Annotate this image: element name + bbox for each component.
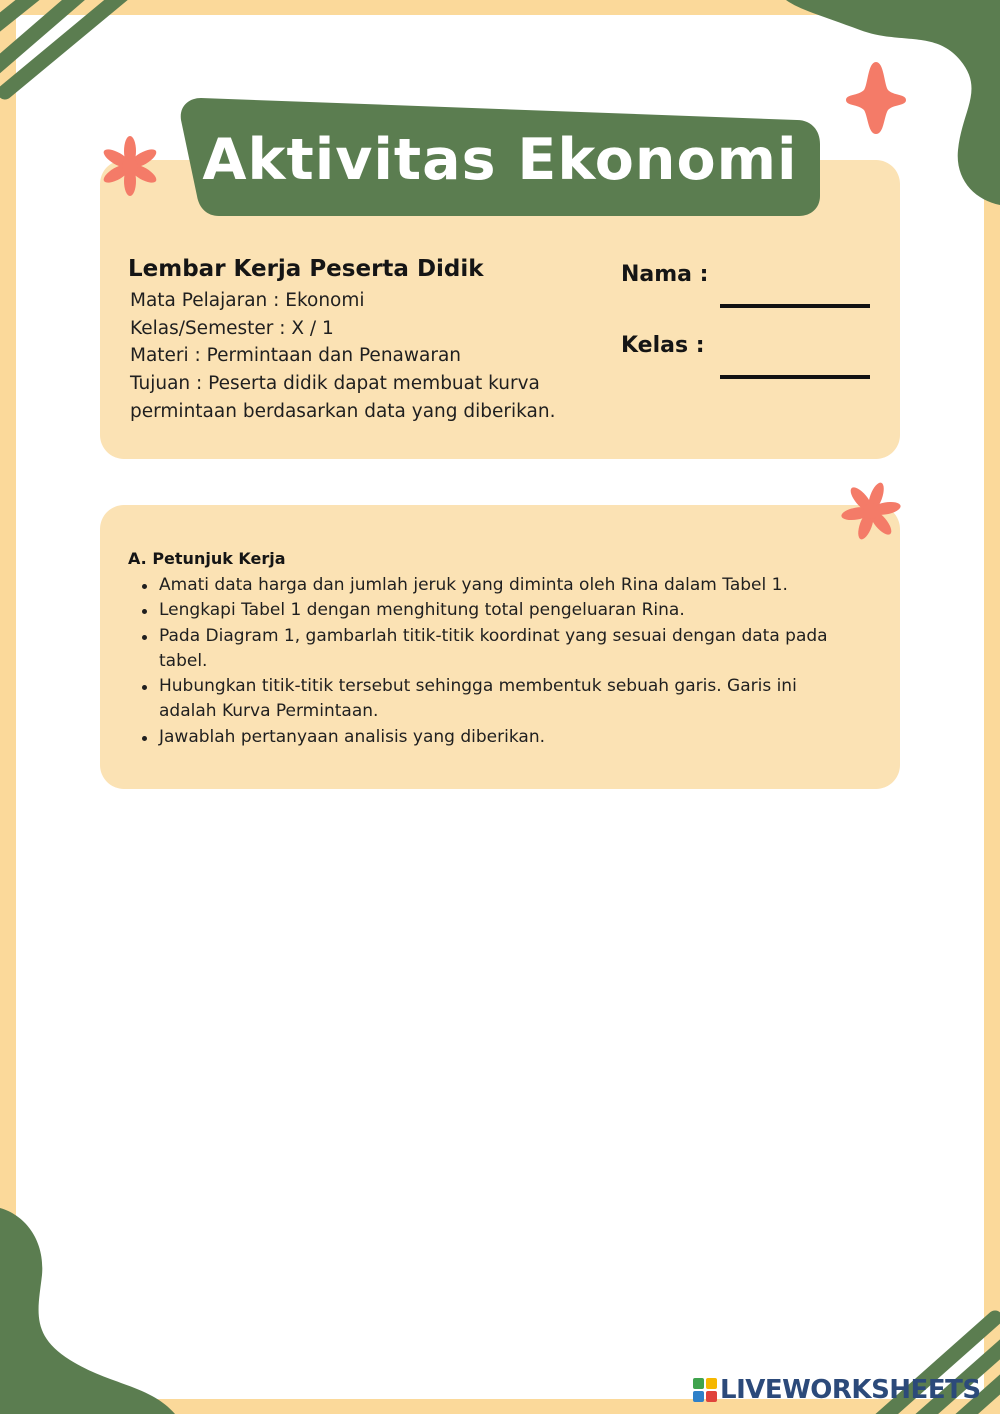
salmon-flower-right bbox=[834, 473, 909, 549]
instructions-heading: A. Petunjuk Kerja bbox=[128, 549, 286, 568]
list-item bbox=[138, 624, 858, 675]
watermark-text: LIVEWORKSHEETS bbox=[720, 1375, 981, 1405]
list-item-text: Lengkapi Tabel 1 dengan menghitung total pengeluaran Rina. bbox=[159, 600, 685, 621]
name-blank-line[interactable] bbox=[720, 304, 870, 308]
list-item bbox=[138, 598, 858, 623]
list-item bbox=[138, 573, 858, 598]
list-item bbox=[138, 674, 858, 725]
salmon-flower-left bbox=[101, 136, 159, 196]
bullet-icon bbox=[142, 685, 147, 690]
liveworksheets-watermark bbox=[693, 1373, 981, 1407]
worksheet-heading: Lembar Kerja Peserta Didik bbox=[128, 256, 484, 282]
objective-line-cont: permintaan berdasarkan data yang diberikan. bbox=[130, 400, 556, 422]
bullet-icon bbox=[142, 609, 147, 614]
list-item-text: Jawablah pertanyaan analisis yang diberikan. bbox=[159, 726, 545, 747]
liveworksheets-logo-icon bbox=[693, 1378, 717, 1402]
instructions-list bbox=[138, 573, 858, 750]
page-title: Aktivitas Ekonomi bbox=[202, 127, 798, 193]
worksheet-details bbox=[130, 287, 620, 426]
class-label: Kelas : bbox=[621, 333, 705, 358]
class-semester-line: Kelas/Semester : X / 1 bbox=[130, 317, 334, 339]
bullet-icon bbox=[142, 736, 147, 741]
name-label: Nama : bbox=[621, 262, 709, 287]
list-item-text: Hubungkan titik-titik tersebut sehingga membentuk sebuah garis. Garis ini adalah Kurva Permintaan. bbox=[159, 676, 797, 722]
objective-line: Tujuan : Peserta didik dapat membuat kurva bbox=[130, 373, 540, 395]
bullet-icon bbox=[142, 635, 147, 640]
list-item-text: Amati data harga dan jumlah jeruk yang diminta oleh Rina dalam Tabel 1. bbox=[159, 575, 788, 595]
class-blank-line[interactable] bbox=[720, 375, 870, 379]
list-item-text: Pada Diagram 1, gambarlah titik-titik koordinat yang sesuai dengan data pada tabel. bbox=[159, 625, 828, 671]
subject-line: Mata Pelajaran : Ekonomi bbox=[130, 290, 365, 311]
list-item bbox=[138, 725, 858, 750]
bullet-icon bbox=[142, 584, 147, 589]
material-line: Materi : Permintaan dan Penawaran bbox=[130, 345, 462, 367]
